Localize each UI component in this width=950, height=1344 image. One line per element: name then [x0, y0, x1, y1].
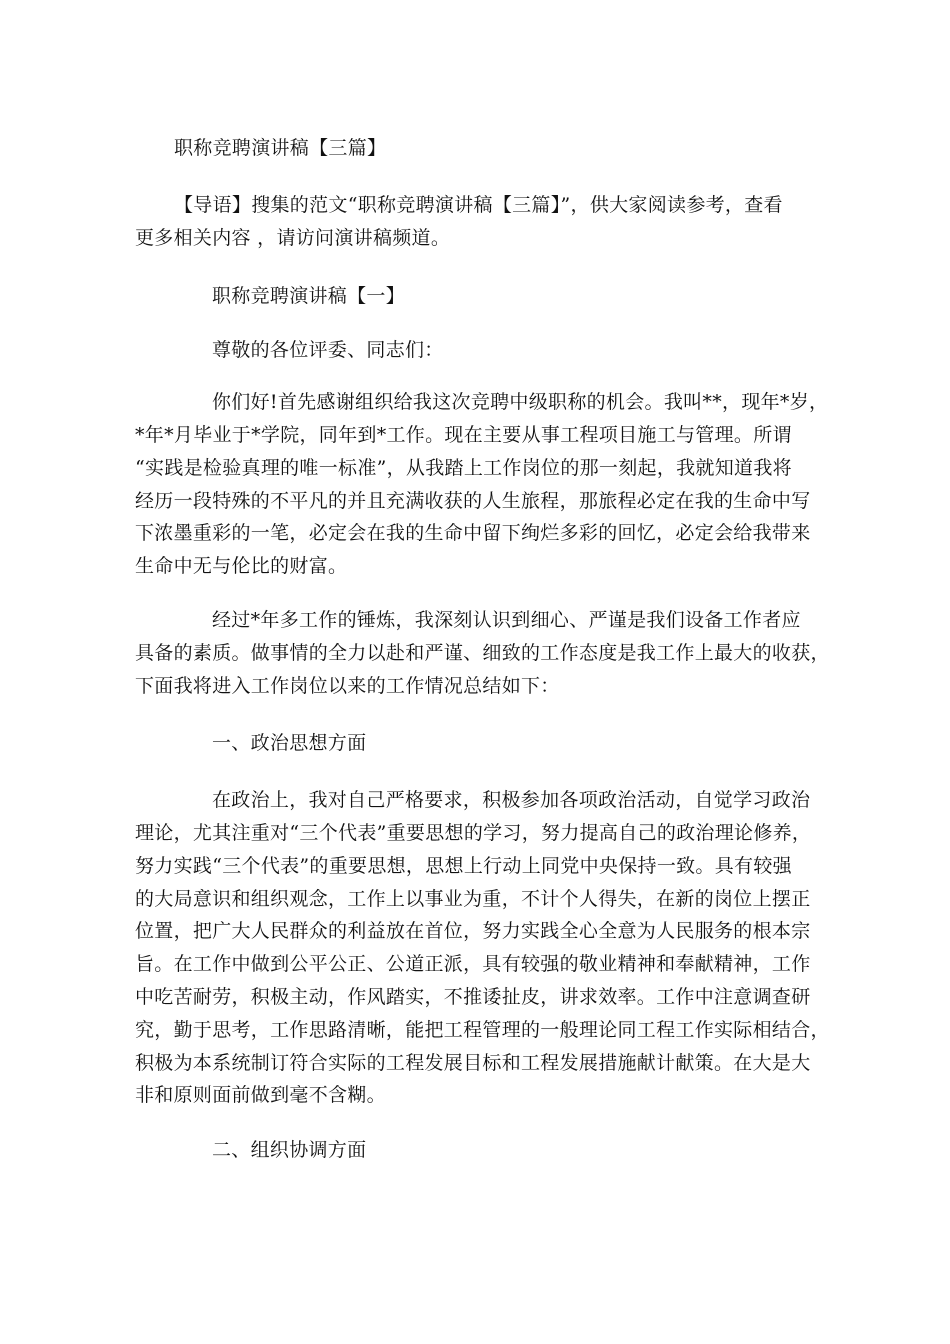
para1-line-3: “实践是检验真理的唯一标准”，从我踏上工作岗位的那一刻起，我就知道我将 [135, 457, 792, 479]
para1-line-5: 下浓墨重彩的一笔，必定会在我的生命中留下绚烂多彩的回忆，必定会给我带来 [135, 522, 811, 544]
para3-line-9: 积极为本系统制订符合实际的工程发展目标和工程发展措施献计献策。在大是大 [135, 1052, 811, 1074]
intro-line-2: 更多相关内容 ，请访问演讲稿频道。 [135, 227, 451, 249]
section-title: 职称竞聘演讲稿【一】 [212, 285, 406, 307]
para1-line-1: 你们好!首先感谢组织给我这次竞聘中级职称的机会。我叫**，现年*岁， [212, 391, 829, 413]
para3-line-10: 非和原则面前做到毫不含糊。 [135, 1084, 386, 1106]
para3-line-7: 中吃苦耐劳，积极主动，作风踏实，不推诿扯皮，讲求效率。工作中注意调查研 [135, 986, 811, 1008]
para3-line-1: 在政治上，我对自己严格要求，积极参加各项政治活动，自觉学习政治 [212, 789, 811, 811]
para2-line-2: 具备的素质。做事情的全力以赴和严谨、细致的工作态度是我工作上最大的收获， [135, 642, 830, 664]
document-title: 职称竞聘演讲稿【三篇】 [174, 137, 387, 159]
para3-line-2: 理论，尤其注重对“三个代表”重要思想的学习，努力提高自己的政治理论修养， [135, 822, 812, 844]
salutation: 尊敬的各位评委、同志们： [212, 339, 444, 361]
para1-line-6: 生命中无与伦比的财富。 [135, 555, 348, 577]
intro-line-1: 【导语】搜集的范文“职称竞聘演讲稿【三篇】”，供大家阅读参考，查看 [174, 194, 783, 216]
para1-line-2: *年*月毕业于*学院，同年到*工作。现在主要从事工程项目施工与管理。所谓 [135, 424, 792, 446]
para3-line-5: 位置，把广大人民群众的利益放在首位，努力实践全心全意为人民服务的根本宗 [135, 920, 811, 942]
para2-line-3: 下面我将进入工作岗位以来的工作情况总结如下： [135, 675, 560, 697]
heading-coordination: 二、组织协调方面 [212, 1139, 367, 1161]
para3-line-6: 旨。在工作中做到公平公正、公道正派，具有较强的敬业精神和奉献精神，工作 [135, 953, 811, 975]
para1-line-4: 经历一段特殊的不平凡的并且充满收获的人生旅程，那旅程必定在我的生命中写 [135, 490, 811, 512]
para3-line-3: 努力实践“三个代表”的重要思想，思想上行动上同党中央保持一致。具有较强 [135, 855, 792, 877]
para2-line-1: 经过*年多工作的锤炼，我深刻认识到细心、严谨是我们设备工作者应 [212, 609, 801, 631]
heading-political: 一、政治思想方面 [212, 732, 367, 754]
para3-line-8: 究，勤于思考，工作思路清晰，能把工程管理的一般理论同工程工作实际相结合， [135, 1019, 830, 1041]
para3-line-4: 的大局意识和组织观念，工作上以事业为重，不计个人得失，在新的岗位上摆正 [135, 888, 811, 910]
